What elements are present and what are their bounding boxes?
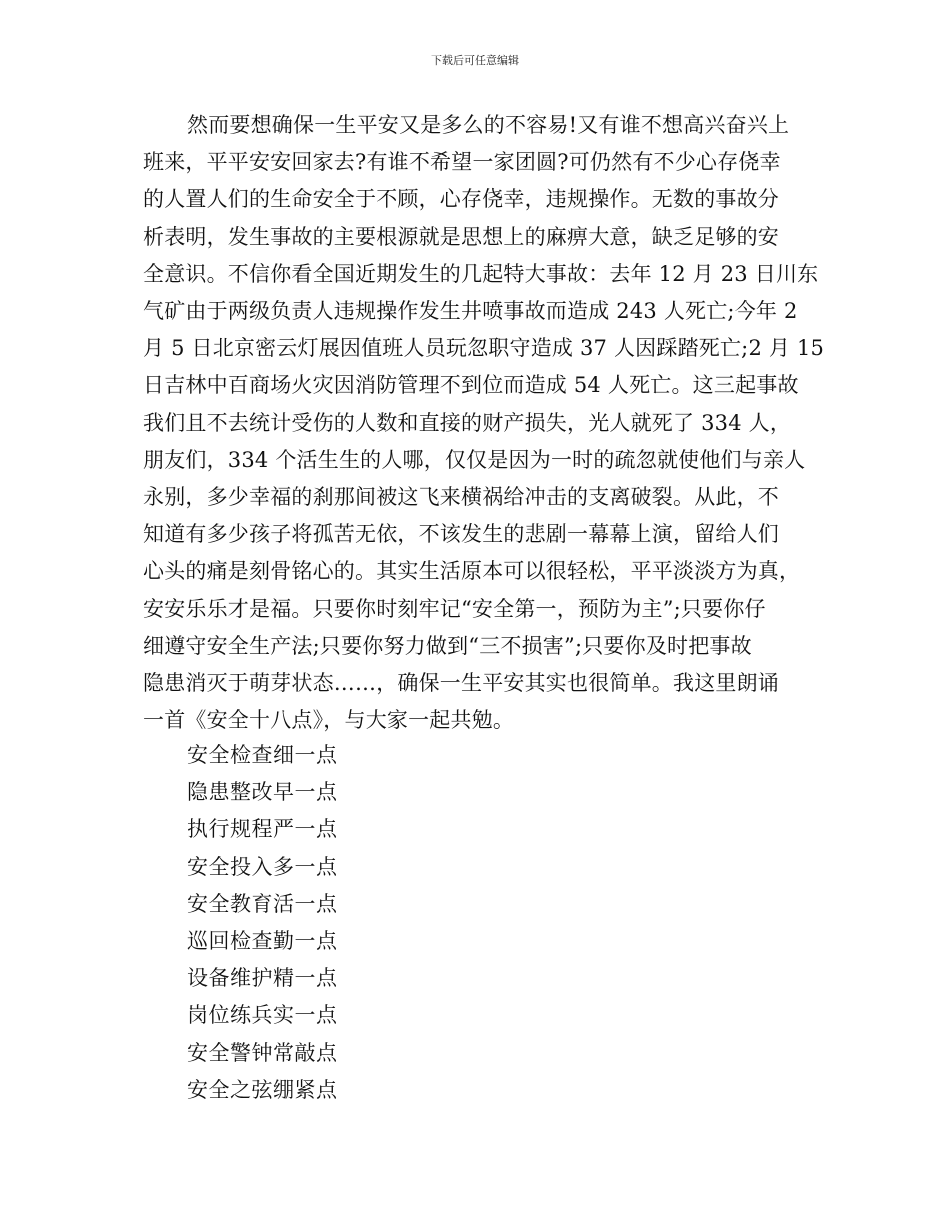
poem-line: 安全检查细一点 bbox=[187, 743, 338, 767]
poem-line: 执行规程严一点 bbox=[187, 817, 338, 842]
poem-line: 安全警钟常敲点 bbox=[187, 1040, 338, 1065]
poem-line: 安全投入多一点 bbox=[187, 854, 338, 879]
paragraph-line: 心头的痛是刻骨铭心的。其实生活原本可以很轻松，平平淡淡方为真， bbox=[143, 559, 801, 584]
paragraph-line: 细遵守安全生产法;只要你努力做到“三不损害”;只要你及时把事故 bbox=[143, 633, 752, 658]
paragraph-line: 我们且不去统计受伤的人数和直接的财产损失，光人就死了 334 人， bbox=[143, 410, 792, 435]
poem-line: 巡回检查勤一点 bbox=[187, 929, 338, 954]
paragraph-line: 月 5 日北京密云灯展因值班人员玩忽职守造成 37 人因踩踏死亡;2 月 15 bbox=[143, 336, 825, 361]
paragraph-line: 然而要想确保一生平安又是多么的不容易!又有谁不想高兴奋兴上 bbox=[187, 113, 790, 137]
header-text: 下载后可任意编辑 bbox=[431, 54, 519, 67]
page-header bbox=[0, 53, 950, 69]
paragraph-line: 日吉林中百商场火灾因消防管理不到位而造成 54 人死亡。这三起事故 bbox=[143, 373, 799, 398]
paragraph-line: 的人置人们的生命安全于不顾，心存侥幸，违规操作。无数的事故分 bbox=[143, 187, 779, 212]
paragraph-line: 班来，平平安安回家去?有谁不希望一家团圆?可仍然有不少心存侥幸 bbox=[143, 150, 781, 175]
article-paragraph bbox=[143, 107, 825, 739]
poem-line: 设备维护精一点 bbox=[187, 966, 338, 991]
paragraph-line: 隐患消灭于萌芽状态……，确保一生平安其实也很简单。我这里朗诵 bbox=[143, 671, 779, 696]
paragraph-line: 永别，多少幸福的刹那间被这飞来横祸给冲击的支离破裂。从此，不 bbox=[143, 485, 779, 510]
paragraph-line: 一首《安全十八点》，与大家一起共勉。 bbox=[143, 708, 515, 733]
paragraph-line: 朋友们，334 个活生生的人哪，仅仅是因为一时的疏忽就使他们与亲人 bbox=[143, 447, 806, 472]
paragraph-line: 气矿由于两级负责人违规操作发生井喷事故而造成 243 人死亡;今年 2 bbox=[143, 299, 798, 324]
poem-line: 岗位练兵实一点 bbox=[187, 1003, 338, 1028]
paragraph-line: 知道有多少孩子将孤苦无依，不该发生的悲剧一幕幕上演，留给人们 bbox=[143, 522, 779, 547]
article-body bbox=[143, 107, 825, 739]
paragraph-line: 析表明，发生事故的主要根源就是思想上的麻痹大意，缺乏足够的安 bbox=[143, 224, 779, 249]
poem-list bbox=[187, 737, 338, 1109]
paragraph-line: 安安乐乐才是福。只要你时刻牢记“安全第一，预防为主”;只要你仔 bbox=[143, 596, 766, 621]
poem-line: 安全之弦绷紧点 bbox=[187, 1077, 338, 1102]
poem-line: 隐患整改早一点 bbox=[187, 780, 338, 805]
poem-line: 安全教育活一点 bbox=[187, 891, 338, 916]
paragraph-line: 全意识。不信你看全国近期发生的几起特大事故：去年 12 月 23 日川东 bbox=[143, 261, 819, 286]
